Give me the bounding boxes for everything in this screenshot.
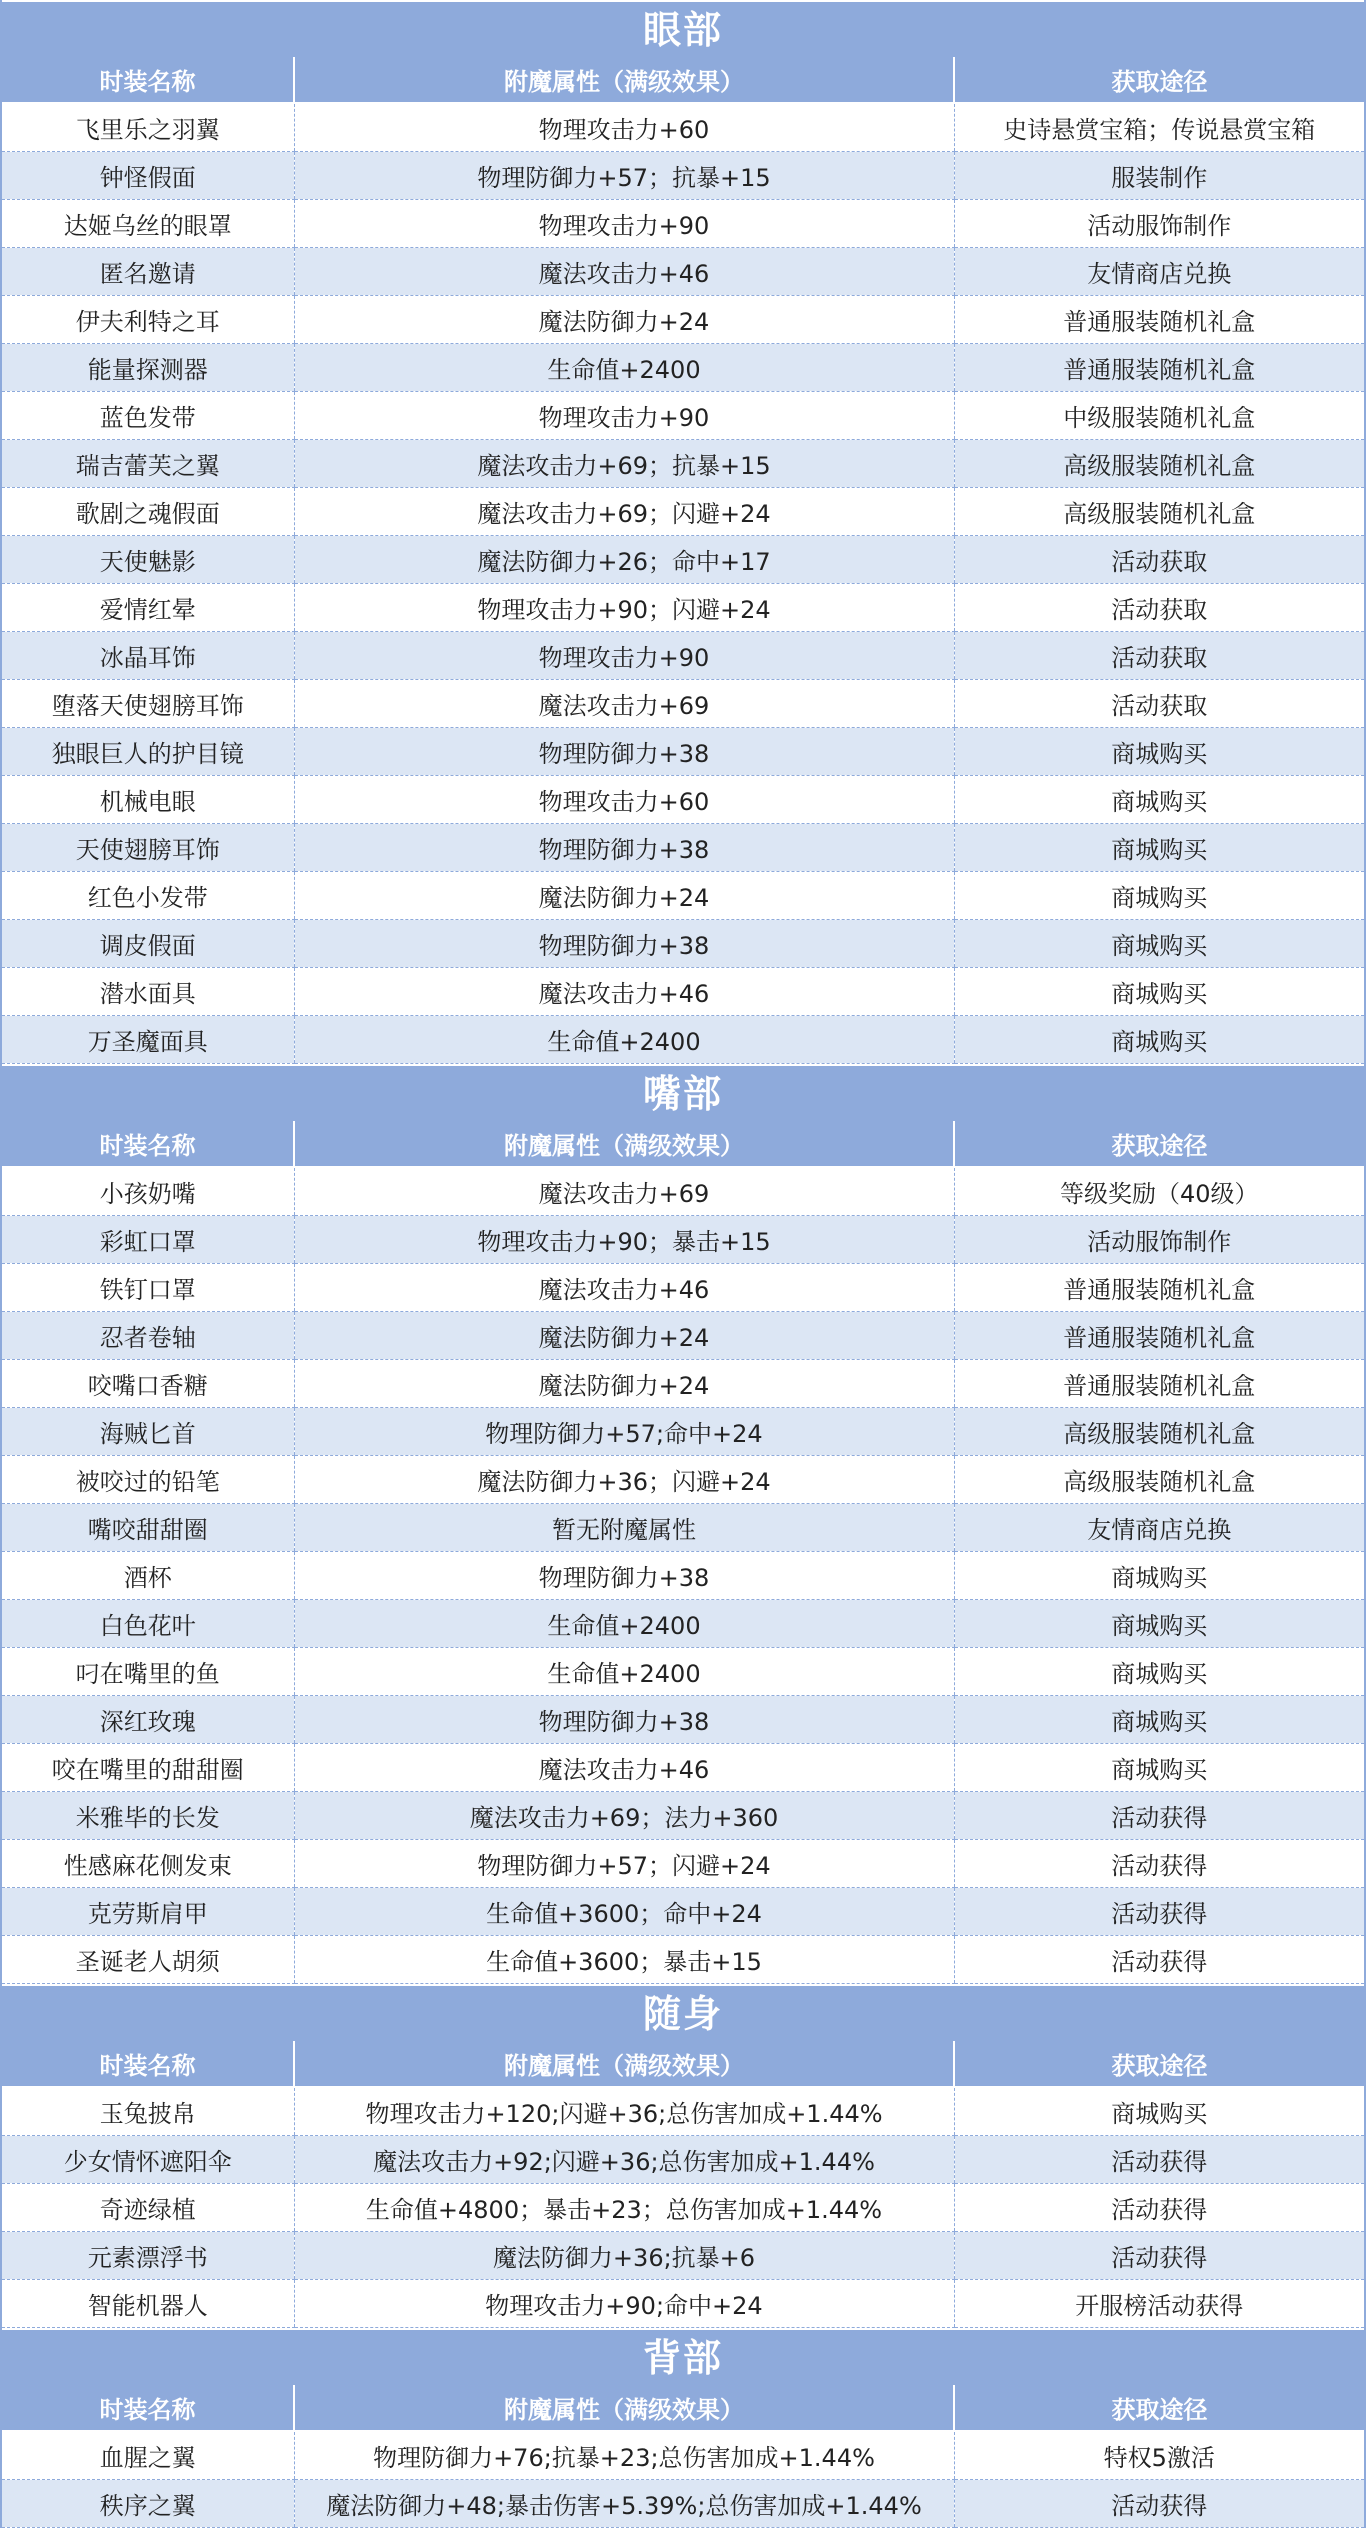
- source-cell: 等级奖励（40级）: [954, 1167, 1364, 1216]
- costume-name-cell: 性感麻花侧发束: [2, 1840, 294, 1888]
- costume-name-cell: 元素漂浮书: [2, 2232, 294, 2280]
- enchant-attribute-cell: 魔法攻击力+46: [294, 1264, 954, 1312]
- source-cell: 友情商店兑换: [954, 248, 1364, 296]
- source-cell: 活动获取: [954, 632, 1364, 680]
- source-cell: 商城购买: [954, 968, 1364, 1016]
- costume-name-cell: 调皮假面: [2, 920, 294, 968]
- table-row: [2, 776, 1364, 824]
- table-row: [2, 103, 1364, 152]
- source-cell: 高级服装随机礼盒: [954, 1408, 1364, 1456]
- costume-table: [2, 2385, 1364, 2528]
- source-cell: 服装制作: [954, 152, 1364, 200]
- costume-table: [2, 1121, 1364, 1984]
- source-cell: 商城购买: [954, 1016, 1364, 1064]
- source-cell: 商城购买: [954, 824, 1364, 872]
- table-row: [2, 488, 1364, 536]
- costume-name-cell: 铁钉口罩: [2, 1264, 294, 1312]
- table-row: [2, 152, 1364, 200]
- enchant-attribute-cell: 物理攻击力+90: [294, 200, 954, 248]
- enchant-attribute-cell: 魔法攻击力+69；法力+360: [294, 1792, 954, 1840]
- source-cell: 商城购买: [954, 1744, 1364, 1792]
- enchant-attribute-cell: 物理攻击力+90；闪避+24: [294, 584, 954, 632]
- table-row: [2, 2184, 1364, 2232]
- section: [2, 0, 1364, 1064]
- enchant-attribute-cell: 魔法防御力+24: [294, 1360, 954, 1408]
- source-cell: 商城购买: [954, 776, 1364, 824]
- column-header-source: 获取途径: [954, 2385, 1364, 2431]
- table-row: [2, 1504, 1364, 1552]
- source-cell: 活动获得: [954, 1792, 1364, 1840]
- source-cell: 活动获取: [954, 536, 1364, 584]
- costume-name-cell: 天使魅影: [2, 536, 294, 584]
- source-cell: 商城购买: [954, 1600, 1364, 1648]
- costume-name-cell: 智能机器人: [2, 2280, 294, 2328]
- table-row: [2, 392, 1364, 440]
- table-row: [2, 1167, 1364, 1216]
- enchant-attribute-cell: 魔法攻击力+92;闪避+36;总伤害加成+1.44%: [294, 2136, 954, 2184]
- costume-table: [2, 2041, 1364, 2328]
- table-row: [2, 824, 1364, 872]
- source-cell: 活动获得: [954, 2136, 1364, 2184]
- costume-name-cell: 爱情红晕: [2, 584, 294, 632]
- table-row: [2, 1600, 1364, 1648]
- source-cell: 活动获取: [954, 680, 1364, 728]
- table-row: [2, 1696, 1364, 1744]
- costume-name-cell: 彩虹口罩: [2, 1216, 294, 1264]
- enchant-attribute-cell: 魔法攻击力+46: [294, 968, 954, 1016]
- source-cell: 普通服装随机礼盒: [954, 1312, 1364, 1360]
- source-cell: 活动服饰制作: [954, 1216, 1364, 1264]
- enchant-attribute-cell: 物理防御力+57；抗暴+15: [294, 152, 954, 200]
- costume-name-cell: 潜水面具: [2, 968, 294, 1016]
- costume-table: [2, 57, 1364, 1064]
- table-row: [2, 1016, 1364, 1064]
- section-title: 随身: [2, 1984, 1364, 2041]
- table-row: [2, 2480, 1364, 2528]
- enchant-attribute-cell: 物理防御力+38: [294, 728, 954, 776]
- costume-name-cell: 秩序之翼: [2, 2480, 294, 2528]
- table-row: [2, 920, 1364, 968]
- enchant-attribute-cell: 物理防御力+38: [294, 824, 954, 872]
- column-header-enchant: 附魔属性（满级效果）: [294, 1121, 954, 1167]
- column-header-enchant: 附魔属性（满级效果）: [294, 2385, 954, 2431]
- section: [2, 2328, 1364, 2528]
- enchant-attribute-cell: 魔法防御力+36；闪避+24: [294, 1456, 954, 1504]
- costume-name-cell: 少女情怀遮阳伞: [2, 2136, 294, 2184]
- enchant-attribute-cell: 魔法防御力+36;抗暴+6: [294, 2232, 954, 2280]
- table-row: [2, 200, 1364, 248]
- table-row: [2, 2087, 1364, 2136]
- column-header-source: 获取途径: [954, 1121, 1364, 1167]
- enchant-attribute-cell: 魔法攻击力+69: [294, 680, 954, 728]
- enchant-attribute-cell: 物理防御力+38: [294, 920, 954, 968]
- column-header-name: 时装名称: [2, 57, 294, 103]
- table-row: [2, 1888, 1364, 1936]
- enchant-attribute-cell: 魔法攻击力+69；抗暴+15: [294, 440, 954, 488]
- column-header-name: 时装名称: [2, 2041, 294, 2087]
- enchant-attribute-cell: 魔法防御力+48;暴击伤害+5.39%;总伤害加成+1.44%: [294, 2480, 954, 2528]
- table-row: [2, 1744, 1364, 1792]
- source-cell: 友情商店兑换: [954, 1504, 1364, 1552]
- section-title: 背部: [2, 2328, 1364, 2385]
- enchant-attribute-cell: 生命值+3600；暴击+15: [294, 1936, 954, 1984]
- enchant-attribute-cell: 暂无附魔属性: [294, 1504, 954, 1552]
- table-row: [2, 1216, 1364, 1264]
- table-row: [2, 1648, 1364, 1696]
- costume-name-cell: 圣诞老人胡须: [2, 1936, 294, 1984]
- table-row: [2, 1456, 1364, 1504]
- costume-name-cell: 天使翅膀耳饰: [2, 824, 294, 872]
- table-row: [2, 344, 1364, 392]
- source-cell: 活动获得: [954, 2480, 1364, 2528]
- source-cell: 商城购买: [954, 872, 1364, 920]
- costume-name-cell: 堕落天使翅膀耳饰: [2, 680, 294, 728]
- table-row: [2, 680, 1364, 728]
- costume-name-cell: 冰晶耳饰: [2, 632, 294, 680]
- table-row: [2, 2232, 1364, 2280]
- costume-name-cell: 奇迹绿植: [2, 2184, 294, 2232]
- table-row: [2, 1792, 1364, 1840]
- enchant-attribute-cell: 物理攻击力+90;命中+24: [294, 2280, 954, 2328]
- costume-name-cell: 达姬乌丝的眼罩: [2, 200, 294, 248]
- costume-name-cell: 酒杯: [2, 1552, 294, 1600]
- table-row: [2, 1936, 1364, 1984]
- table-row: [2, 968, 1364, 1016]
- source-cell: 普通服装随机礼盒: [954, 296, 1364, 344]
- table-row: [2, 1840, 1364, 1888]
- enchant-attribute-cell: 魔法攻击力+69: [294, 1167, 954, 1216]
- costume-name-cell: 叼在嘴里的鱼: [2, 1648, 294, 1696]
- table-row: [2, 1312, 1364, 1360]
- costume-name-cell: 米雅毕的长发: [2, 1792, 294, 1840]
- source-cell: 活动获得: [954, 2184, 1364, 2232]
- enchant-attribute-cell: 物理攻击力+120;闪避+36;总伤害加成+1.44%: [294, 2087, 954, 2136]
- table-row: [2, 440, 1364, 488]
- costume-name-cell: 咬在嘴里的甜甜圈: [2, 1744, 294, 1792]
- enchant-attribute-cell: 生命值+2400: [294, 1648, 954, 1696]
- source-cell: 普通服装随机礼盒: [954, 344, 1364, 392]
- costume-name-cell: 小孩奶嘴: [2, 1167, 294, 1216]
- column-header-name: 时装名称: [2, 2385, 294, 2431]
- enchant-attribute-cell: 物理攻击力+60: [294, 776, 954, 824]
- source-cell: 高级服装随机礼盒: [954, 488, 1364, 536]
- enchant-attribute-cell: 魔法防御力+24: [294, 1312, 954, 1360]
- table-row: [2, 1408, 1364, 1456]
- column-header-enchant: 附魔属性（满级效果）: [294, 2041, 954, 2087]
- enchant-attribute-cell: 物理防御力+57;命中+24: [294, 1408, 954, 1456]
- costume-name-cell: 万圣魔面具: [2, 1016, 294, 1064]
- source-cell: 活动获得: [954, 1840, 1364, 1888]
- costume-name-cell: 血腥之翼: [2, 2431, 294, 2480]
- table-row: [2, 632, 1364, 680]
- enchant-attribute-cell: 物理防御力+57；闪避+24: [294, 1840, 954, 1888]
- table-row: [2, 1264, 1364, 1312]
- costume-name-cell: 海贼匕首: [2, 1408, 294, 1456]
- source-cell: 活动获取: [954, 584, 1364, 632]
- table-row: [2, 248, 1364, 296]
- enchant-attribute-cell: 物理防御力+38: [294, 1552, 954, 1600]
- costume-name-cell: 歌剧之魂假面: [2, 488, 294, 536]
- source-cell: 商城购买: [954, 2087, 1364, 2136]
- enchant-attribute-cell: 物理攻击力+60: [294, 103, 954, 152]
- table-row: [2, 1552, 1364, 1600]
- source-cell: 活动获得: [954, 2232, 1364, 2280]
- costume-name-cell: 钟怪假面: [2, 152, 294, 200]
- enchant-attribute-cell: 物理防御力+38: [294, 1696, 954, 1744]
- source-cell: 活动服饰制作: [954, 200, 1364, 248]
- source-cell: 高级服装随机礼盒: [954, 440, 1364, 488]
- enchant-attribute-cell: 魔法防御力+24: [294, 872, 954, 920]
- section-title: 嘴部: [2, 1064, 1364, 1121]
- source-cell: 史诗悬赏宝箱；传说悬赏宝箱: [954, 103, 1364, 152]
- costume-name-cell: 玉兔披帛: [2, 2087, 294, 2136]
- enchant-attribute-cell: 物理攻击力+90: [294, 392, 954, 440]
- table-row: [2, 728, 1364, 776]
- table-row: [2, 536, 1364, 584]
- costume-name-cell: 白色花叶: [2, 1600, 294, 1648]
- source-cell: 中级服装随机礼盒: [954, 392, 1364, 440]
- header-row: [2, 57, 1364, 103]
- source-cell: 活动获得: [954, 1888, 1364, 1936]
- column-header-enchant: 附魔属性（满级效果）: [294, 57, 954, 103]
- section: [2, 1064, 1364, 1984]
- source-cell: 活动获得: [954, 1936, 1364, 1984]
- costume-name-cell: 红色小发带: [2, 872, 294, 920]
- header-row: [2, 2041, 1364, 2087]
- enchant-attribute-cell: 生命值+2400: [294, 344, 954, 392]
- enchant-attribute-cell: 魔法攻击力+46: [294, 248, 954, 296]
- costume-name-cell: 匿名邀请: [2, 248, 294, 296]
- costume-name-cell: 机械电眼: [2, 776, 294, 824]
- section-title: 眼部: [2, 0, 1364, 57]
- costume-name-cell: 瑞吉蕾芙之翼: [2, 440, 294, 488]
- source-cell: 普通服装随机礼盒: [954, 1264, 1364, 1312]
- enchant-attribute-cell: 生命值+2400: [294, 1600, 954, 1648]
- source-cell: 特权5激活: [954, 2431, 1364, 2480]
- table-row: [2, 2136, 1364, 2184]
- enchant-attribute-cell: 魔法防御力+26；命中+17: [294, 536, 954, 584]
- costume-name-cell: 飞里乐之羽翼: [2, 103, 294, 152]
- table-row: [2, 2280, 1364, 2328]
- costume-name-cell: 克劳斯肩甲: [2, 1888, 294, 1936]
- source-cell: 商城购买: [954, 920, 1364, 968]
- column-header-source: 获取途径: [954, 57, 1364, 103]
- header-row: [2, 1121, 1364, 1167]
- enchant-attribute-cell: 生命值+3600；命中+24: [294, 1888, 954, 1936]
- source-cell: 商城购买: [954, 1552, 1364, 1600]
- source-cell: 商城购买: [954, 1648, 1364, 1696]
- enchant-attribute-cell: 生命值+2400: [294, 1016, 954, 1064]
- costume-name-cell: 蓝色发带: [2, 392, 294, 440]
- costume-name-cell: 嘴咬甜甜圈: [2, 1504, 294, 1552]
- section: [2, 1984, 1364, 2328]
- costume-name-cell: 深红玫瑰: [2, 1696, 294, 1744]
- table-row: [2, 1360, 1364, 1408]
- source-cell: 开服榜活动获得: [954, 2280, 1364, 2328]
- enchant-attribute-cell: 生命值+4800；暴击+23；总伤害加成+1.44%: [294, 2184, 954, 2232]
- costume-name-cell: 被咬过的铅笔: [2, 1456, 294, 1504]
- costume-name-cell: 独眼巨人的护目镜: [2, 728, 294, 776]
- column-header-name: 时装名称: [2, 1121, 294, 1167]
- table-row: [2, 296, 1364, 344]
- table-row: [2, 2431, 1364, 2480]
- enchant-attribute-cell: 魔法防御力+24: [294, 296, 954, 344]
- table-row: [2, 584, 1364, 632]
- costume-name-cell: 伊夫利特之耳: [2, 296, 294, 344]
- enchant-attribute-cell: 物理防御力+76;抗暴+23;总伤害加成+1.44%: [294, 2431, 954, 2480]
- enchant-attribute-cell: 物理攻击力+90；暴击+15: [294, 1216, 954, 1264]
- source-cell: 商城购买: [954, 1696, 1364, 1744]
- costume-name-cell: 咬嘴口香糖: [2, 1360, 294, 1408]
- enchant-attribute-cell: 魔法攻击力+46: [294, 1744, 954, 1792]
- source-cell: 高级服装随机礼盒: [954, 1456, 1364, 1504]
- header-row: [2, 2385, 1364, 2431]
- costume-name-cell: 忍者卷轴: [2, 1312, 294, 1360]
- costume-name-cell: 能量探测器: [2, 344, 294, 392]
- enchant-attribute-cell: 魔法攻击力+69；闪避+24: [294, 488, 954, 536]
- column-header-source: 获取途径: [954, 2041, 1364, 2087]
- table-row: [2, 872, 1364, 920]
- source-cell: 普通服装随机礼盒: [954, 1360, 1364, 1408]
- source-cell: 商城购买: [954, 728, 1364, 776]
- enchant-attribute-cell: 物理攻击力+90: [294, 632, 954, 680]
